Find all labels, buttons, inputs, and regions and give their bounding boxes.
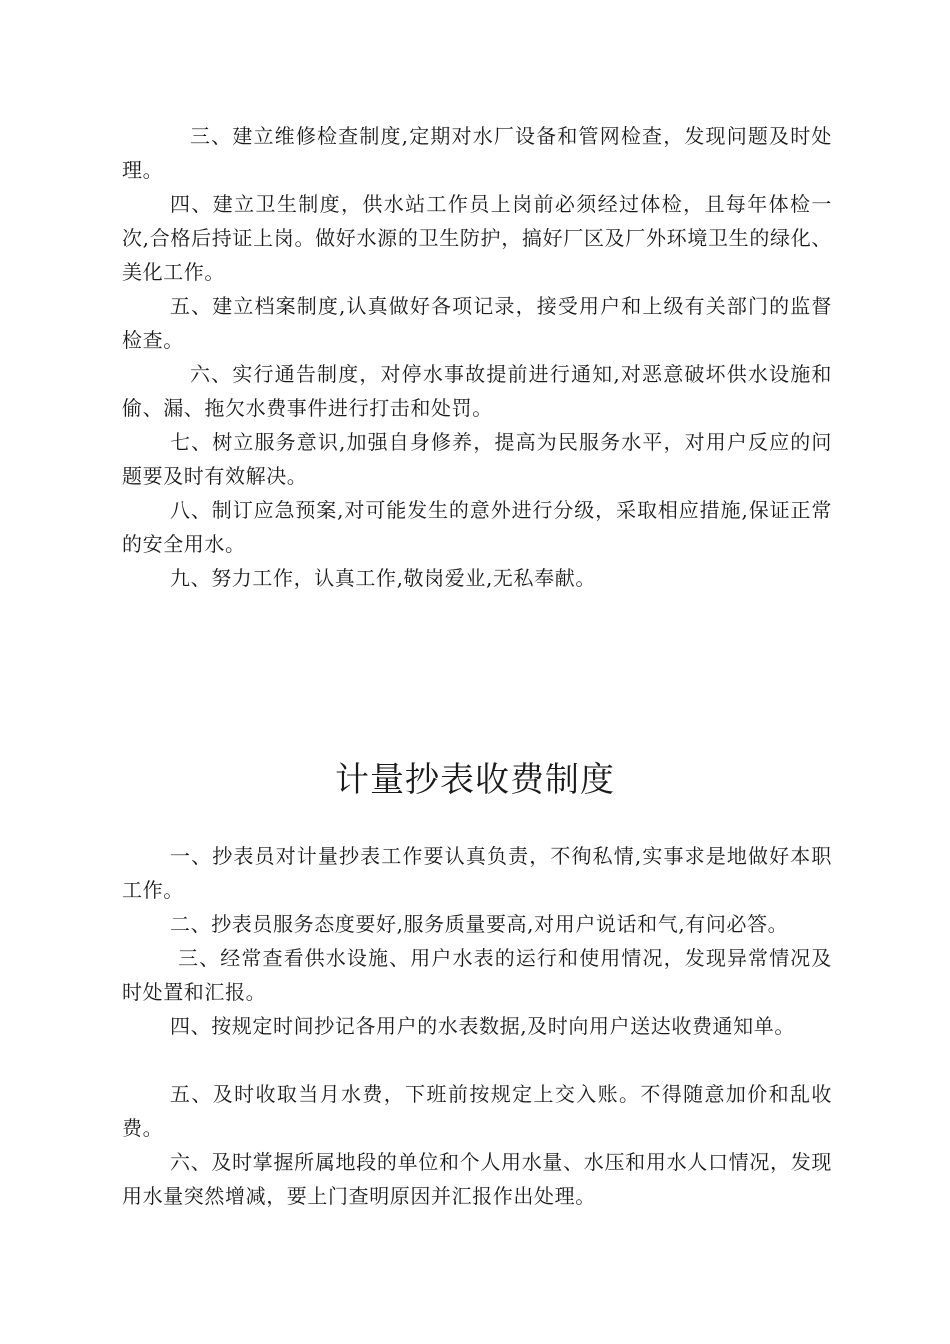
rule-paragraph-3: 三、建立维修检查制度,定期对水厂设备和管网检查，发现问题及时处理。 bbox=[122, 124, 832, 182]
rule-paragraph-9: 九、努力工作，认真工作,敬岗爱业,无私奉献。 bbox=[170, 566, 596, 590]
rule-paragraph-5: 五、建立档案制度,认真做好各项记录，接受用户和上级有关部门的监督检查。 bbox=[122, 294, 832, 352]
meter-rule-paragraph-5: 五、及时收取当月水费，下班前按规定上交入账。不得随意加价和乱收费。 bbox=[122, 1082, 832, 1140]
meter-reading-rules-section bbox=[122, 839, 832, 1213]
paragraph-spacer bbox=[122, 1043, 832, 1077]
rule-paragraph-4: 四、建立卫生制度，供水站工作员上岗前必须经过体检，且每年体检一次,合格后持证上岗。做好水源的卫生防护，搞好厂区及厂外环境卫生的绿化、美化工作。 bbox=[122, 192, 832, 284]
meter-rule-paragraph-4: 四、按规定时间抄记各用户的水表数据,及时向用户送达收费通知单。 bbox=[170, 1014, 795, 1038]
meter-rule-paragraph-1: 一、抄表员对计量抄表工作要认真负责，不徇私情,实事求是地做好本职工作。 bbox=[122, 844, 832, 902]
rule-paragraph-6: 六、实行通告制度，对停水事故提前进行通知,对恶意破坏供水设施和偷、漏、拖欠水费事件进行打击和处罚。 bbox=[122, 362, 832, 420]
rule-paragraph-7: 七、树立服务意识,加强自身修养，提高为民服务水平，对用户反应的问题要及时有效解决。 bbox=[122, 430, 832, 488]
meter-rule-paragraph-3: 三、经常查看供水设施、用户水表的运行和使用情况，发现异常情况及时处置和汇报。 bbox=[122, 946, 832, 1004]
meter-rule-paragraph-2: 二、抄表员服务态度要好,服务质量要高,对用户说话和气,有问必答。 bbox=[170, 912, 789, 936]
section-title: 计量抄表收费制度 bbox=[335, 760, 615, 800]
rule-paragraph-8: 八、制订应急预案,对可能发生的意外进行分级，采取相应措施,保证正常的安全用水。 bbox=[122, 498, 832, 556]
meter-rule-paragraph-6: 六、及时掌握所属地段的单位和个人用水量、水压和用水人口情况，发现用水量突然增减，要上门查明原因并汇报作出处理。 bbox=[122, 1150, 832, 1208]
water-station-rules-section bbox=[122, 119, 832, 595]
